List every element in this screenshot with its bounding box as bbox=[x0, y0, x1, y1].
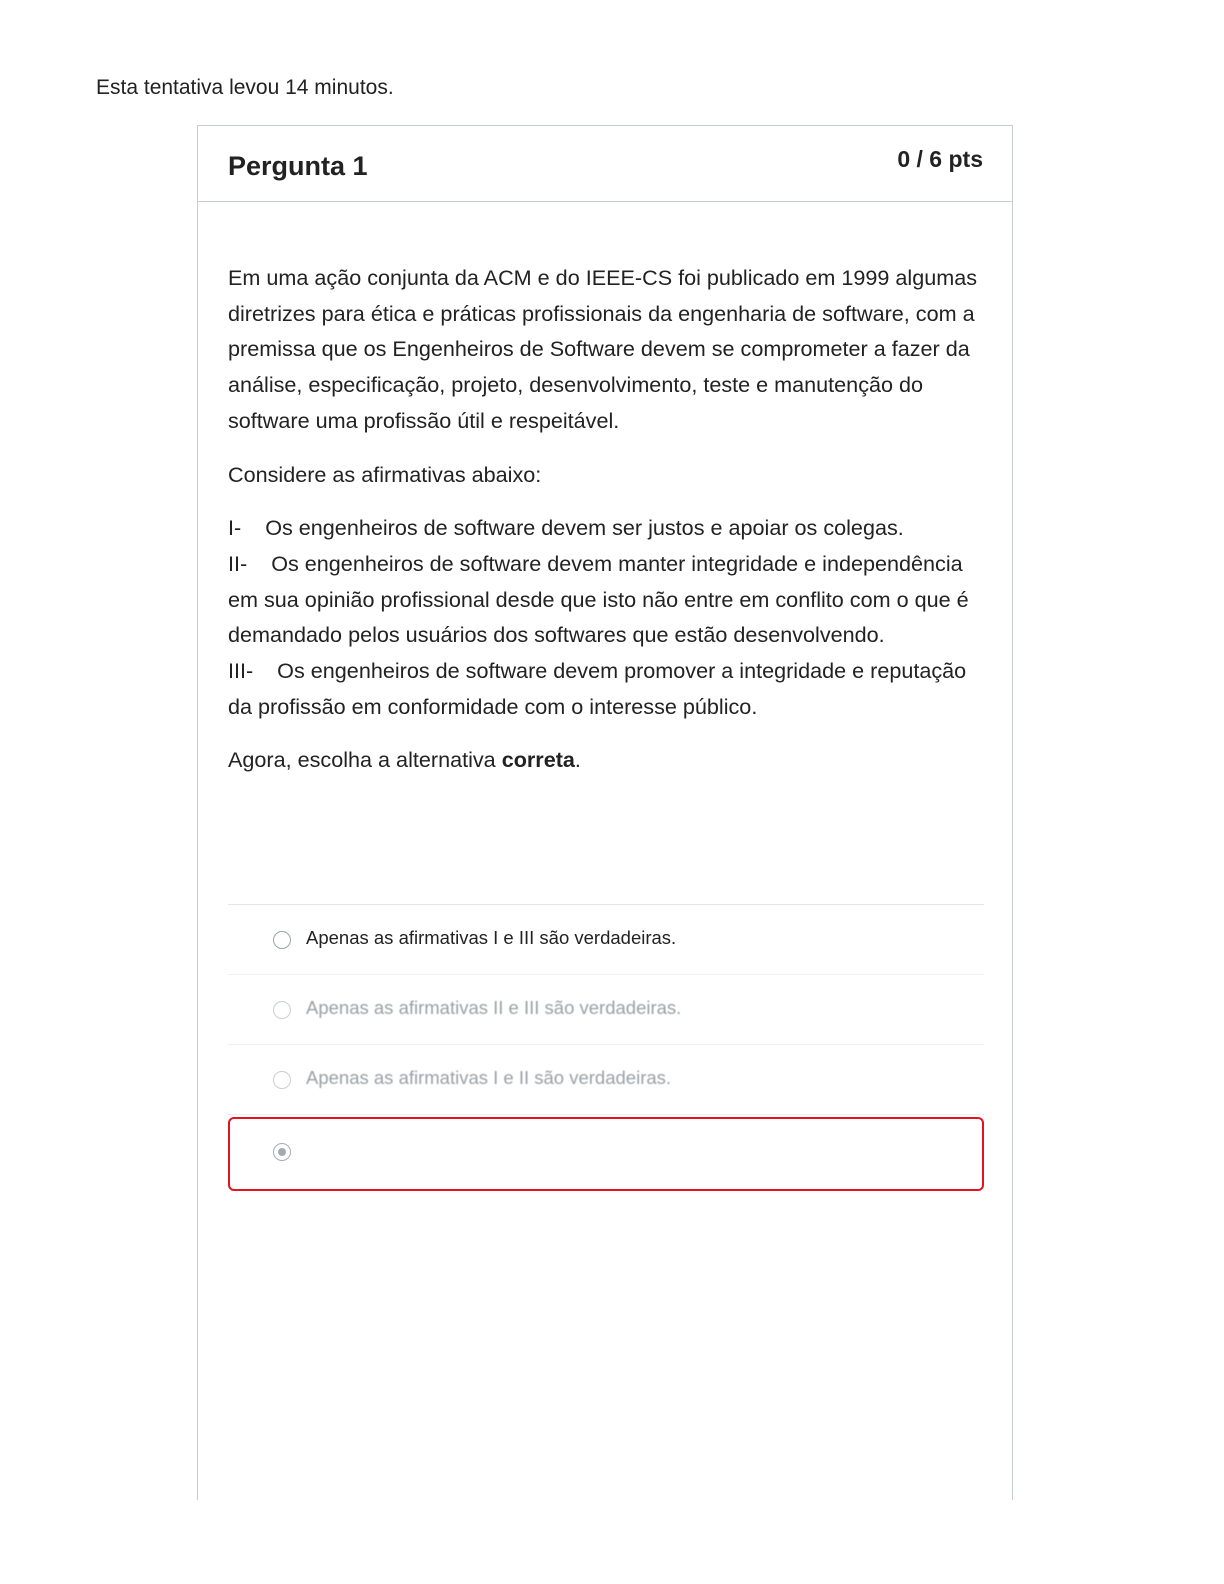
question-card bbox=[197, 125, 1013, 1500]
question-prompt: Agora, escolha a alternativa correta. bbox=[228, 747, 581, 773]
statement-1: I- Os engenheiros de software devem ser justos e apoiar os colegas. bbox=[228, 515, 904, 541]
statements-list bbox=[228, 510, 984, 724]
question-header bbox=[198, 126, 1012, 202]
answer-option-1[interactable] bbox=[228, 905, 984, 975]
answer-text: Apenas as afirmativas II e III são verdadeiras. bbox=[306, 997, 682, 1018]
radio-selected-icon[interactable] bbox=[273, 1143, 291, 1161]
answer-option-selected[interactable] bbox=[228, 1117, 984, 1191]
radio-icon[interactable] bbox=[273, 931, 291, 949]
answer-option-3[interactable] bbox=[228, 1045, 984, 1115]
radio-icon[interactable] bbox=[273, 1001, 291, 1019]
question-title: Pergunta 1 bbox=[228, 151, 368, 181]
radio-icon[interactable] bbox=[273, 1071, 291, 1089]
statement-3: III- Os engenheiros de software devem promover a integridade e reputação da profissão em conformidade com o interesse público. bbox=[228, 658, 973, 719]
attempt-duration: Esta tentativa levou 14 minutos. bbox=[96, 76, 394, 99]
answer-text: Apenas as afirmativas I e II são verdadeiras. bbox=[306, 1067, 672, 1088]
question-intro: Em uma ação conjunta da ACM e do IEEE-CS foi publicado em 1999 algumas diretrizes para ética e práticas profissionais da engenharia de software, com a premissa que os Engenheiros de Software devem se comprometer a fazer da análise, especificação, projeto, desenvolvimento, teste e manutenção do software uma profissão útil e respeitável. bbox=[228, 265, 978, 433]
answer-text: Apenas as afirmativas I e III são verdadeiras. bbox=[306, 927, 677, 948]
answer-list bbox=[228, 904, 984, 1191]
prompt-emphasis: correta bbox=[501, 747, 575, 773]
question-points: 0 / 6 pts bbox=[897, 146, 983, 172]
question-consider: Considere as afirmativas abaixo: bbox=[228, 461, 542, 487]
statement-2: II- Os engenheiros de software devem manter integridade e independência em sua opinião profissional desde que isto não entre em conflito com o que é demandado pelos usuários dos softwares que estão desenvolvendo. bbox=[228, 550, 975, 648]
question-text bbox=[228, 260, 984, 796]
answer-option-2[interactable] bbox=[228, 975, 984, 1045]
